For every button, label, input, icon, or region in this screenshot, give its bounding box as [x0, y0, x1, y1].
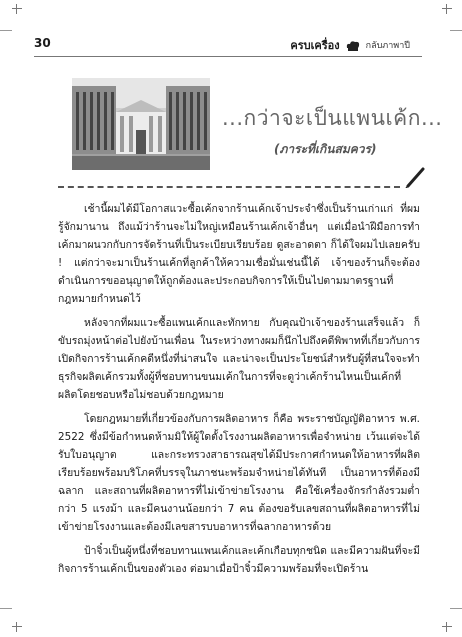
page-number: 30	[34, 36, 51, 50]
chef-hat-icon	[345, 40, 361, 51]
paragraph: เช้านี้ผมได้มีโอกาสแวะซื้อเค้กจากร้านเค้กเจ้าประจำซึ่งเป็นร้านเก่าแก่ ที่ผมรู้จักมานาน ถึงแม้ว่าร้านจะไม่ใหญ่เหมือนร้านเค้กเจ้าอื่นๆ แต่เมื่อนำฝีมือการทำเค้กมาผนวกกับการจัดร้านที่เป็นระเบียบเรียบร้อย ดูสะอาดตา ก็ได้ใจผมไปเลยครับ ! แต่กว่าจะมาเป็นร้านเค้กที่ลูกค้าให้ความเชื่อมั่นเช่นนี้ได้ เจ้าของร้านก็จะต้องดำเนินการขออนุญาตให้ถูกต้องและประกอบกิจการให้เป็นไปตามมาตรฐานที่กฎหมายกำหนดไว้	[58, 203, 420, 305]
registration-mark-top-right	[442, 4, 452, 14]
running-header	[290, 36, 410, 54]
pen-icon	[404, 166, 426, 188]
header-rule	[34, 56, 422, 57]
section-label: กลับภาพาปี	[365, 41, 410, 51]
crop-mark	[0, 30, 12, 31]
registration-mark-bottom-right	[442, 622, 452, 632]
dashed-divider	[58, 186, 400, 188]
article-title: ...กว่าจะเป็นแพนเค้ก...	[222, 106, 443, 130]
registration-mark-bottom-left	[12, 622, 22, 632]
paragraph: ป้าจิ๋วเป็นผู้หนึ่งที่ชอบทานแพนเค้กและเค้กเกือบทุกชนิด และมีความฝันที่จะมีกิจการร้านเค้กเป็นของตัวเอง ต่อมาเมื่อป้าจิ๋วมีความพร้อมที่จะเปิดร้าน	[58, 545, 420, 575]
courthouse-photo	[72, 78, 210, 170]
crop-mark	[0, 608, 12, 609]
crop-mark	[450, 30, 462, 31]
article-body	[58, 200, 420, 584]
article-subtitle: (ภาระที่เกินสมควร)	[274, 142, 377, 156]
crop-mark	[450, 608, 462, 609]
brand-label: ครบเครื่อง	[290, 39, 340, 52]
paragraph: โดยกฎหมายที่เกี่ยวข้องกับการผลิตอาหาร ก็คือ พระราชบัญญัติอาหาร พ.ศ. 2522 ซึ่งมีข้อกำหนดห้ามมิให้ผู้ใดตั้งโรงงานผลิตอาหารเพื่อจำหน่าย เว้นแต่จะได้รับใบอนุญาต และกระทรวงสาธารณสุขได้มีประกาศกำหนดให้อาหารที่ผลิตเรียบร้อยพร้อมบริโภคที่บรรจุในภาชนะพร้อมจำหน่ายได้ทันที เป็นอาหารที่ต้องมีฉลาก และสถานที่ผลิตอาหารที่ไม่เข้าข่ายโรงงาน คือใช้เครื่องจักรกำลังรวมต่ำกว่า 5 แรงม้า และมีคนงานน้อยกว่า 7 คน ต้องขอรับเลขสถานที่ผลิตอาหารที่ไม่เข้าข่ายโรงงานและต้องมีเลขสารบบอาหารที่ฉลากอาหารด้วย	[58, 413, 420, 533]
paragraph: หลังจากที่ผมแวะซื้อแพนเค้กและทักทาย กับคุณป้าเจ้าของร้านเสร็จแล้ว ก็ขับรถมุ่งหน้าต่อไปยังบ้านเพื่อน ในระหว่างทางผมก็นึกไปถึงคดีพิพาทที่เกี่ยวกับการเปิดกิจการร้านเค้กคดีหนึ่งที่น่าสนใจ และน่าจะเป็นประโยชน์สำหรับผู้ที่สนใจจะทำธุรกิจผลิตเค้กรวมทั้งผู้ที่ชอบทานขนมเค้กในการที่จะดูว่าเค้กร้านไหนเป็นเค้กที่ผลิตโดยชอบหรือไม่ชอบด้วยกฎหมาย	[58, 317, 420, 401]
registration-mark-top-left	[12, 4, 22, 14]
